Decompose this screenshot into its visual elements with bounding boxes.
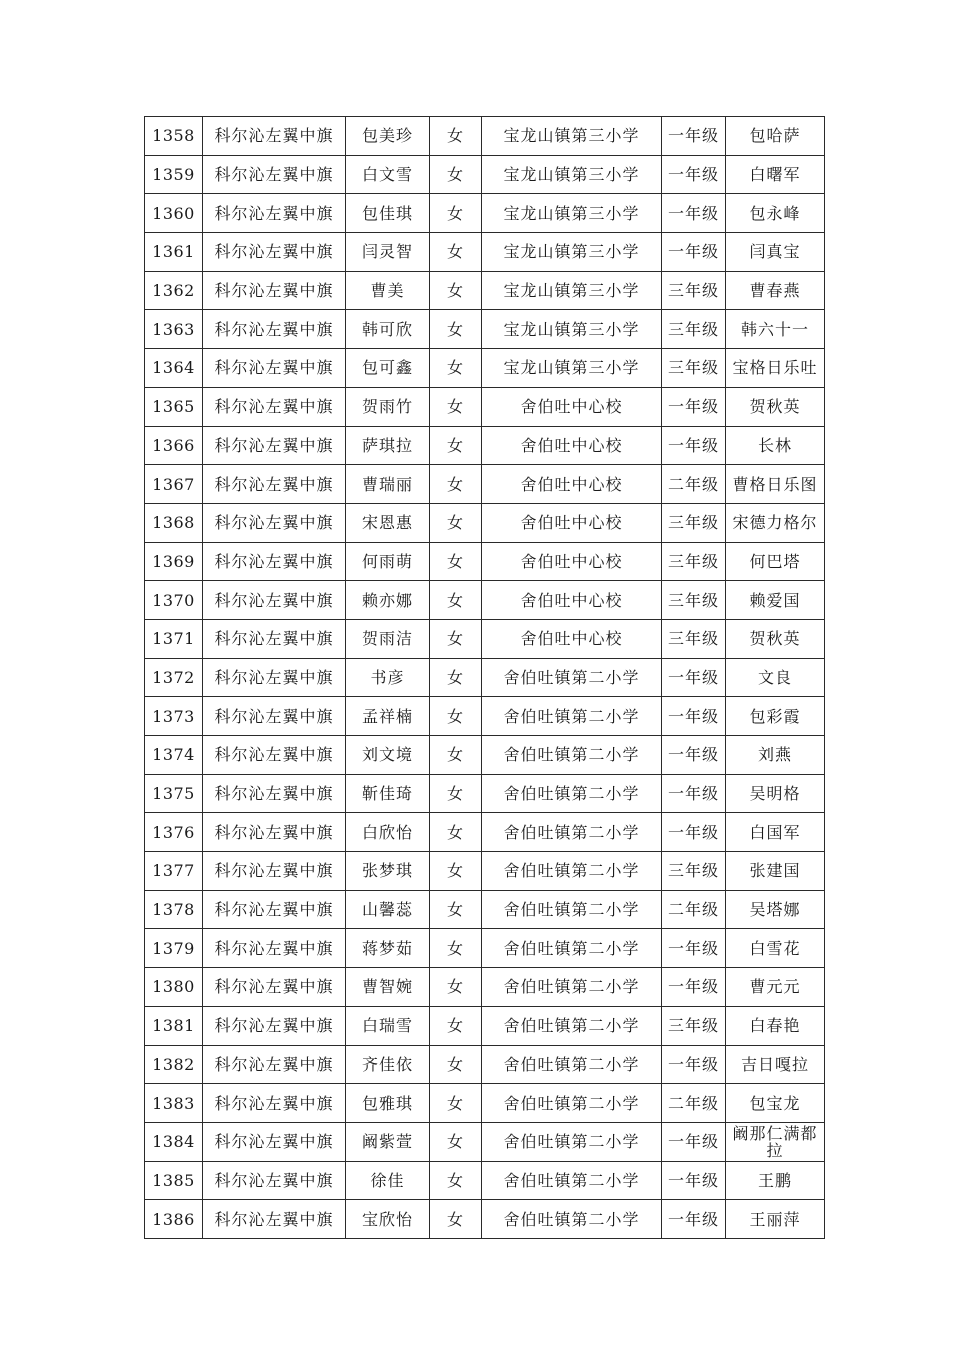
gender-cell: 女 xyxy=(430,813,482,852)
table-row xyxy=(145,658,825,697)
gender-cell: 女 xyxy=(430,233,482,272)
student-name-cell: 包雅琪 xyxy=(346,1084,430,1123)
grade-cell: 三年级 xyxy=(662,852,726,891)
region-cell: 科尔沁左翼中旗 xyxy=(203,155,346,194)
gender-cell: 女 xyxy=(430,852,482,891)
student-name-cell: 闫灵智 xyxy=(346,233,430,272)
grade-cell: 一年级 xyxy=(662,1161,726,1200)
student-name-cell: 曹美 xyxy=(346,271,430,310)
row-number-cell: 1361 xyxy=(145,233,203,272)
guardian-cell: 贺秋英 xyxy=(726,619,825,658)
region-cell: 科尔沁左翼中旗 xyxy=(203,774,346,813)
gender-cell: 女 xyxy=(430,465,482,504)
row-number-cell: 1376 xyxy=(145,813,203,852)
grade-cell: 三年级 xyxy=(662,581,726,620)
guardian-cell: 白国军 xyxy=(726,813,825,852)
grade-cell: 一年级 xyxy=(662,968,726,1007)
table-row xyxy=(145,1084,825,1123)
school-cell: 舍伯吐镇第二小学 xyxy=(482,1084,662,1123)
grade-cell: 一年级 xyxy=(662,929,726,968)
guardian-cell: 白曙军 xyxy=(726,155,825,194)
grade-cell: 三年级 xyxy=(662,1006,726,1045)
guardian-cell: 贺秋英 xyxy=(726,387,825,426)
student-name-cell: 曹瑞丽 xyxy=(346,465,430,504)
grade-cell: 一年级 xyxy=(662,1045,726,1084)
region-cell: 科尔沁左翼中旗 xyxy=(203,349,346,388)
row-number-cell: 1379 xyxy=(145,929,203,968)
student-name-cell: 齐佳依 xyxy=(346,1045,430,1084)
school-cell: 舍伯吐镇第二小学 xyxy=(482,813,662,852)
row-number-cell: 1384 xyxy=(145,1122,203,1161)
table-row xyxy=(145,542,825,581)
gender-cell: 女 xyxy=(430,387,482,426)
table-row xyxy=(145,194,825,233)
school-cell: 舍伯吐镇第二小学 xyxy=(482,1200,662,1239)
student-name-cell: 包佳琪 xyxy=(346,194,430,233)
row-number-cell: 1366 xyxy=(145,426,203,465)
grade-cell: 一年级 xyxy=(662,1122,726,1161)
gender-cell: 女 xyxy=(430,1084,482,1123)
guardian-cell: 宋德力格尔 xyxy=(726,503,825,542)
student-roster-table xyxy=(144,116,825,1239)
gender-cell: 女 xyxy=(430,349,482,388)
grade-cell: 三年级 xyxy=(662,349,726,388)
gender-cell: 女 xyxy=(430,194,482,233)
school-cell: 舍伯吐镇第二小学 xyxy=(482,1006,662,1045)
roster-body xyxy=(145,117,825,1239)
region-cell: 科尔沁左翼中旗 xyxy=(203,736,346,775)
guardian-cell: 文良 xyxy=(726,658,825,697)
grade-cell: 一年级 xyxy=(662,426,726,465)
student-name-cell: 阚紫萱 xyxy=(346,1122,430,1161)
student-name-cell: 张梦琪 xyxy=(346,852,430,891)
region-cell: 科尔沁左翼中旗 xyxy=(203,890,346,929)
guardian-cell: 刘燕 xyxy=(726,736,825,775)
region-cell: 科尔沁左翼中旗 xyxy=(203,1084,346,1123)
school-cell: 宝龙山镇第三小学 xyxy=(482,117,662,156)
table-row xyxy=(145,1122,825,1161)
region-cell: 科尔沁左翼中旗 xyxy=(203,929,346,968)
student-name-cell: 贺雨洁 xyxy=(346,619,430,658)
row-number-cell: 1359 xyxy=(145,155,203,194)
guardian-cell: 王鹏 xyxy=(726,1161,825,1200)
guardian-cell: 曹格日乐图 xyxy=(726,465,825,504)
student-name-cell: 白欣怡 xyxy=(346,813,430,852)
gender-cell: 女 xyxy=(430,1045,482,1084)
row-number-cell: 1369 xyxy=(145,542,203,581)
table-row xyxy=(145,890,825,929)
school-cell: 舍伯吐中心校 xyxy=(482,581,662,620)
gender-cell: 女 xyxy=(430,774,482,813)
table-row xyxy=(145,426,825,465)
table-row xyxy=(145,736,825,775)
table-row xyxy=(145,1200,825,1239)
table-row xyxy=(145,1161,825,1200)
student-name-cell: 曹智婉 xyxy=(346,968,430,1007)
row-number-cell: 1375 xyxy=(145,774,203,813)
table-row xyxy=(145,813,825,852)
student-name-cell: 赖亦娜 xyxy=(346,581,430,620)
student-name-cell: 刘文境 xyxy=(346,736,430,775)
grade-cell: 一年级 xyxy=(662,194,726,233)
grade-cell: 一年级 xyxy=(662,117,726,156)
row-number-cell: 1386 xyxy=(145,1200,203,1239)
guardian-cell: 曹春燕 xyxy=(726,271,825,310)
table-row xyxy=(145,697,825,736)
school-cell: 舍伯吐镇第二小学 xyxy=(482,736,662,775)
grade-cell: 二年级 xyxy=(662,465,726,504)
row-number-cell: 1371 xyxy=(145,619,203,658)
row-number-cell: 1358 xyxy=(145,117,203,156)
student-name-cell: 宋恩惠 xyxy=(346,503,430,542)
grade-cell: 一年级 xyxy=(662,774,726,813)
student-name-cell: 何雨萌 xyxy=(346,542,430,581)
region-cell: 科尔沁左翼中旗 xyxy=(203,1161,346,1200)
student-name-cell: 蒋梦茹 xyxy=(346,929,430,968)
region-cell: 科尔沁左翼中旗 xyxy=(203,233,346,272)
table-row xyxy=(145,233,825,272)
guardian-cell: 包永峰 xyxy=(726,194,825,233)
region-cell: 科尔沁左翼中旗 xyxy=(203,271,346,310)
school-cell: 宝龙山镇第三小学 xyxy=(482,310,662,349)
gender-cell: 女 xyxy=(430,890,482,929)
grade-cell: 一年级 xyxy=(662,387,726,426)
table-row xyxy=(145,349,825,388)
table-row xyxy=(145,774,825,813)
row-number-cell: 1373 xyxy=(145,697,203,736)
table-row xyxy=(145,271,825,310)
grade-cell: 一年级 xyxy=(662,736,726,775)
row-number-cell: 1363 xyxy=(145,310,203,349)
row-number-cell: 1378 xyxy=(145,890,203,929)
guardian-cell: 张建国 xyxy=(726,852,825,891)
school-cell: 舍伯吐镇第二小学 xyxy=(482,890,662,929)
guardian-cell: 包宝龙 xyxy=(726,1084,825,1123)
row-number-cell: 1374 xyxy=(145,736,203,775)
grade-cell: 一年级 xyxy=(662,813,726,852)
row-number-cell: 1360 xyxy=(145,194,203,233)
row-number-cell: 1380 xyxy=(145,968,203,1007)
region-cell: 科尔沁左翼中旗 xyxy=(203,1006,346,1045)
table-row xyxy=(145,619,825,658)
student-name-cell: 山馨蕊 xyxy=(346,890,430,929)
table-row xyxy=(145,852,825,891)
row-number-cell: 1364 xyxy=(145,349,203,388)
student-name-cell: 徐佳 xyxy=(346,1161,430,1200)
grade-cell: 一年级 xyxy=(662,697,726,736)
row-number-cell: 1382 xyxy=(145,1045,203,1084)
table-row xyxy=(145,968,825,1007)
grade-cell: 一年级 xyxy=(662,658,726,697)
gender-cell: 女 xyxy=(430,1161,482,1200)
row-number-cell: 1381 xyxy=(145,1006,203,1045)
gender-cell: 女 xyxy=(430,581,482,620)
table-row xyxy=(145,387,825,426)
school-cell: 舍伯吐镇第二小学 xyxy=(482,1161,662,1200)
region-cell: 科尔沁左翼中旗 xyxy=(203,426,346,465)
row-number-cell: 1370 xyxy=(145,581,203,620)
school-cell: 舍伯吐镇第二小学 xyxy=(482,774,662,813)
school-cell: 舍伯吐中心校 xyxy=(482,465,662,504)
school-cell: 舍伯吐镇第二小学 xyxy=(482,697,662,736)
student-name-cell: 萨琪拉 xyxy=(346,426,430,465)
region-cell: 科尔沁左翼中旗 xyxy=(203,387,346,426)
guardian-cell: 长林 xyxy=(726,426,825,465)
student-name-cell: 靳佳琦 xyxy=(346,774,430,813)
row-number-cell: 1383 xyxy=(145,1084,203,1123)
gender-cell: 女 xyxy=(430,117,482,156)
school-cell: 舍伯吐镇第二小学 xyxy=(482,1122,662,1161)
row-number-cell: 1385 xyxy=(145,1161,203,1200)
region-cell: 科尔沁左翼中旗 xyxy=(203,581,346,620)
region-cell: 科尔沁左翼中旗 xyxy=(203,1122,346,1161)
gender-cell: 女 xyxy=(430,542,482,581)
region-cell: 科尔沁左翼中旗 xyxy=(203,465,346,504)
school-cell: 宝龙山镇第三小学 xyxy=(482,155,662,194)
school-cell: 舍伯吐镇第二小学 xyxy=(482,968,662,1007)
student-name-cell: 孟祥楠 xyxy=(346,697,430,736)
student-name-cell: 贺雨竹 xyxy=(346,387,430,426)
region-cell: 科尔沁左翼中旗 xyxy=(203,619,346,658)
student-name-cell: 韩可欣 xyxy=(346,310,430,349)
grade-cell: 三年级 xyxy=(662,619,726,658)
guardian-cell: 韩六十一 xyxy=(726,310,825,349)
guardian-cell: 赖爱国 xyxy=(726,581,825,620)
gender-cell: 女 xyxy=(430,503,482,542)
gender-cell: 女 xyxy=(430,968,482,1007)
table-row xyxy=(145,503,825,542)
row-number-cell: 1362 xyxy=(145,271,203,310)
table-row xyxy=(145,1006,825,1045)
row-number-cell: 1368 xyxy=(145,503,203,542)
gender-cell: 女 xyxy=(430,619,482,658)
school-cell: 舍伯吐镇第二小学 xyxy=(482,852,662,891)
grade-cell: 三年级 xyxy=(662,271,726,310)
gender-cell: 女 xyxy=(430,929,482,968)
grade-cell: 一年级 xyxy=(662,233,726,272)
school-cell: 宝龙山镇第三小学 xyxy=(482,194,662,233)
gender-cell: 女 xyxy=(430,1122,482,1161)
row-number-cell: 1377 xyxy=(145,852,203,891)
row-number-cell: 1365 xyxy=(145,387,203,426)
gender-cell: 女 xyxy=(430,310,482,349)
region-cell: 科尔沁左翼中旗 xyxy=(203,194,346,233)
gender-cell: 女 xyxy=(430,1200,482,1239)
school-cell: 舍伯吐中心校 xyxy=(482,426,662,465)
row-number-cell: 1372 xyxy=(145,658,203,697)
guardian-cell: 吴明格 xyxy=(726,774,825,813)
guardian-cell: 吴塔娜 xyxy=(726,890,825,929)
guardian-cell: 何巴塔 xyxy=(726,542,825,581)
row-number-cell: 1367 xyxy=(145,465,203,504)
grade-cell: 二年级 xyxy=(662,890,726,929)
school-cell: 宝龙山镇第三小学 xyxy=(482,233,662,272)
region-cell: 科尔沁左翼中旗 xyxy=(203,1045,346,1084)
gender-cell: 女 xyxy=(430,155,482,194)
guardian-cell: 宝格日乐吐 xyxy=(726,349,825,388)
table-row xyxy=(145,1045,825,1084)
student-name-cell: 书彦 xyxy=(346,658,430,697)
student-name-cell: 包美珍 xyxy=(346,117,430,156)
table-row xyxy=(145,929,825,968)
table-row xyxy=(145,581,825,620)
school-cell: 宝龙山镇第三小学 xyxy=(482,349,662,388)
grade-cell: 三年级 xyxy=(662,542,726,581)
table-row xyxy=(145,117,825,156)
gender-cell: 女 xyxy=(430,697,482,736)
student-name-cell: 白文雪 xyxy=(346,155,430,194)
region-cell: 科尔沁左翼中旗 xyxy=(203,968,346,1007)
grade-cell: 二年级 xyxy=(662,1084,726,1123)
school-cell: 舍伯吐中心校 xyxy=(482,542,662,581)
school-cell: 舍伯吐镇第二小学 xyxy=(482,1045,662,1084)
school-cell: 舍伯吐中心校 xyxy=(482,503,662,542)
guardian-cell: 闫真宝 xyxy=(726,233,825,272)
guardian-cell: 包彩霞 xyxy=(726,697,825,736)
school-cell: 舍伯吐镇第二小学 xyxy=(482,658,662,697)
school-cell: 宝龙山镇第三小学 xyxy=(482,271,662,310)
table-row xyxy=(145,155,825,194)
region-cell: 科尔沁左翼中旗 xyxy=(203,852,346,891)
school-cell: 舍伯吐镇第二小学 xyxy=(482,929,662,968)
region-cell: 科尔沁左翼中旗 xyxy=(203,697,346,736)
student-name-cell: 包可鑫 xyxy=(346,349,430,388)
guardian-cell: 王丽萍 xyxy=(726,1200,825,1239)
guardian-cell: 白春艳 xyxy=(726,1006,825,1045)
grade-cell: 一年级 xyxy=(662,155,726,194)
table-row xyxy=(145,310,825,349)
grade-cell: 三年级 xyxy=(662,503,726,542)
grade-cell: 一年级 xyxy=(662,1200,726,1239)
guardian-cell: 白雪花 xyxy=(726,929,825,968)
region-cell: 科尔沁左翼中旗 xyxy=(203,117,346,156)
guardian-cell: 曹元元 xyxy=(726,968,825,1007)
guardian-cell: 阚那仁满都拉 xyxy=(726,1122,825,1161)
gender-cell: 女 xyxy=(430,736,482,775)
table-row xyxy=(145,465,825,504)
student-name-cell: 白瑞雪 xyxy=(346,1006,430,1045)
gender-cell: 女 xyxy=(430,658,482,697)
region-cell: 科尔沁左翼中旗 xyxy=(203,813,346,852)
region-cell: 科尔沁左翼中旗 xyxy=(203,542,346,581)
guardian-cell: 吉日嘎拉 xyxy=(726,1045,825,1084)
gender-cell: 女 xyxy=(430,1006,482,1045)
region-cell: 科尔沁左翼中旗 xyxy=(203,310,346,349)
school-cell: 舍伯吐中心校 xyxy=(482,387,662,426)
region-cell: 科尔沁左翼中旗 xyxy=(203,1200,346,1239)
gender-cell: 女 xyxy=(430,271,482,310)
school-cell: 舍伯吐中心校 xyxy=(482,619,662,658)
gender-cell: 女 xyxy=(430,426,482,465)
student-name-cell: 宝欣怡 xyxy=(346,1200,430,1239)
region-cell: 科尔沁左翼中旗 xyxy=(203,658,346,697)
grade-cell: 三年级 xyxy=(662,310,726,349)
guardian-cell: 包哈萨 xyxy=(726,117,825,156)
region-cell: 科尔沁左翼中旗 xyxy=(203,503,346,542)
